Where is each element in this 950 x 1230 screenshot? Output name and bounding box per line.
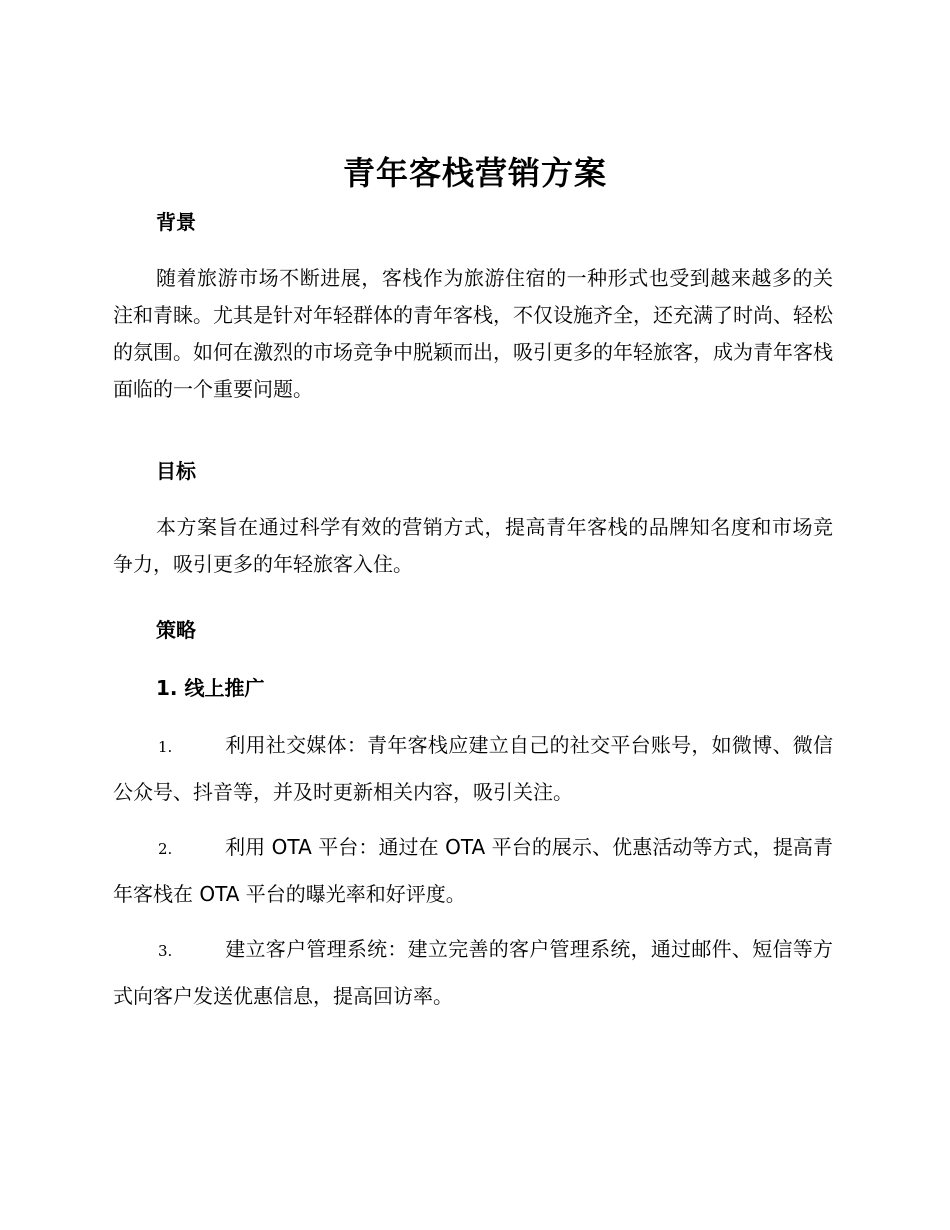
list-item [113,825,833,917]
list-item-number: 1. [158,738,173,756]
list-item [113,927,833,1019]
list-item [113,723,833,815]
goal-paragraph: 本方案旨在通过科学有效的营销方式，提高青年客栈的品牌知名度和市场竞争力，吸引更多的年轻旅客入住。 [113,515,833,576]
list-item-number: 3. [158,942,173,960]
list-item-text: 建立客户管理系统：建立完善的客户管理系统，通过邮件、短信等方式向客户发送优惠信息，提高回访率。 [113,937,833,1008]
list-item-text: 利用 OTA 平台：通过在 OTA 平台的展示、优惠活动等方式，提高青年客栈在 OTA 平台的曝光率和好评度。 [113,835,833,906]
section-heading-background: 背景 [156,210,196,234]
document-title: 青年客栈营销方案 [342,154,607,192]
list-item-text: 利用社交媒体：青年客栈应建立自己的社交平台账号，如微博、微信公众号、抖音等，并及时更新相关内容，吸引关注。 [113,733,833,804]
list-item-number: 2. [158,840,173,858]
section-heading-strategy: 策略 [156,618,196,642]
background-paragraph: 随着旅游市场不断进展，客栈作为旅游住宿的一种形式也受到越来越多的关注和青睐。尤其是针对年轻群体的青年客栈，不仅设施齐全，还充满了时尚、轻松的氛围。如何在激烈的市场竞争中脱颖而出，吸引更多的年轻旅客，成为青年客栈面临的一个重要问题。 [113,266,833,401]
section-heading-goal: 目标 [156,459,196,483]
subheading-online-promotion: 1. 线上推广 [156,676,265,700]
